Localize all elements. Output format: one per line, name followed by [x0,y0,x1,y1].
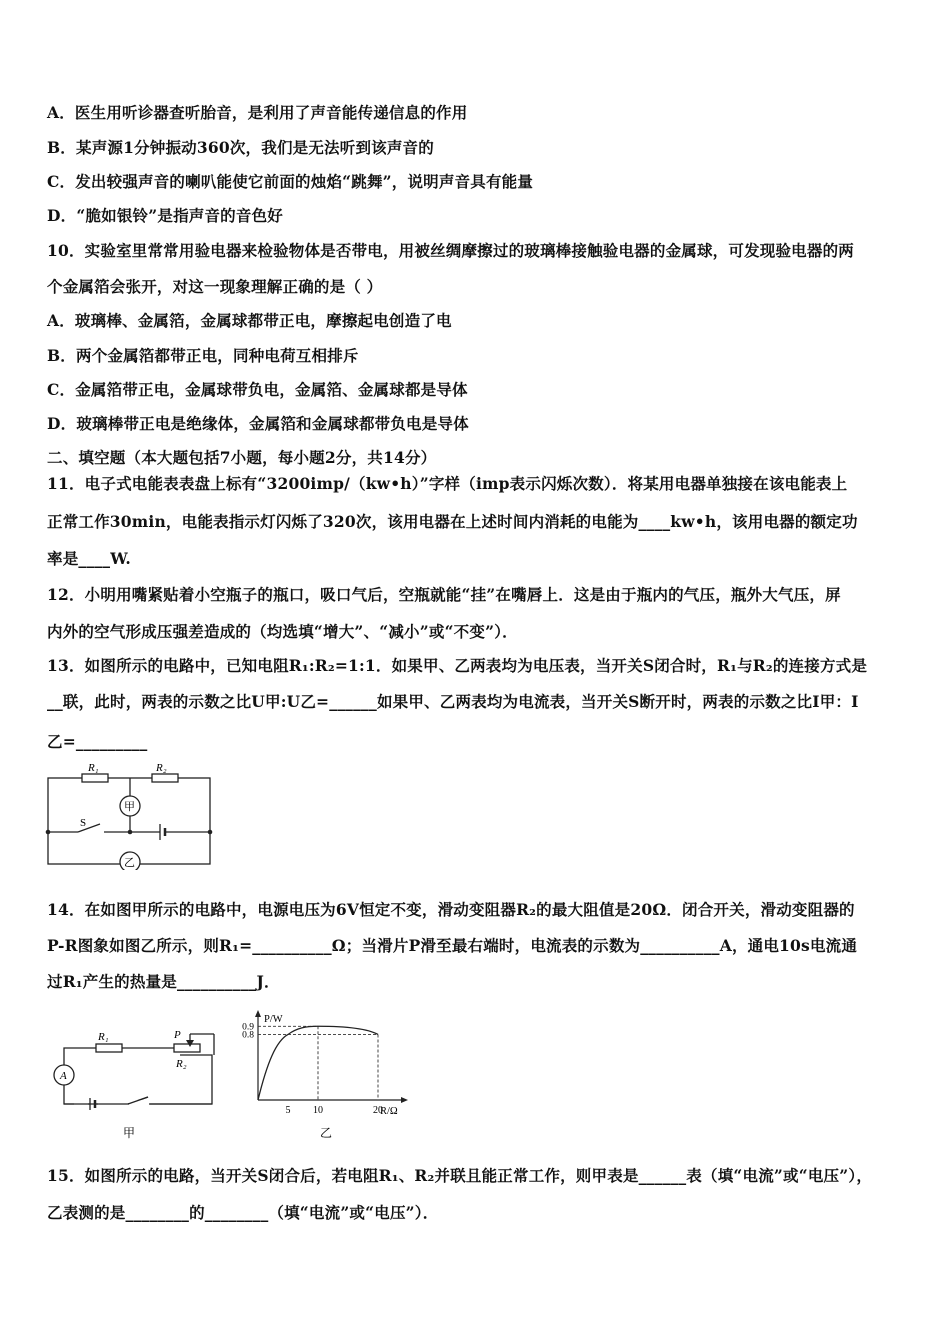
q13-line-2: __联，此时，两表的示数之比U甲:U乙=______如果甲、乙两表均为电流表，当开关S断开时，两表的示数之比I甲：I [47,692,859,711]
q9-option-c: C．发出较强声音的喇叭能使它前面的烛焰“跳舞”，说明声音具有能量 [47,172,534,191]
label-p: P [174,1029,181,1041]
x-tick-label: 20 [373,1105,383,1116]
label-s: S [80,817,87,829]
q13-line-3: 乙=_________ [47,732,148,751]
x-tick-label: 5 [285,1105,291,1116]
caption-jia: 甲 [123,1126,136,1140]
label-r1: R₁ [88,762,99,774]
q10-option-d: D．玻璃棒带正电是绝缘体，金属箔和金属球都带负电是导体 [47,414,469,433]
q11-line-2: 正常工作30min，电能表指示灯闪烁了320次，该用电器在上述时间内消耗的电能为____kw•h，该用电器的额定功 [47,512,858,531]
q14-line-2: P-R图象如图乙所示，则R₁=__________Ω；当滑片P滑至最右端时，电流表的示数为__________A，通电10s电流通 [47,936,858,955]
caption-yi: 乙 [320,1126,333,1140]
label-r2: R₂ [176,1058,187,1070]
q14-circuit-figure [50,1020,220,1145]
q11-line-3: 率是____W. [47,549,131,568]
q10-stem-1: 10．实验室里常常用验电器来检验物体是否带电，用被丝绸摩擦过的玻璃棒接触验电器的金属球，可发现验电器的两 [47,241,854,260]
y-tick-label: 0.9 [242,1022,254,1033]
x-tick-label: 10 [313,1105,323,1116]
q13-circuit-figure [40,758,220,870]
resistor-r1 [96,1044,122,1052]
q10-stem-2: 个金属箔会张开，对这一现象理解正确的是（ ） [47,277,383,296]
q12-line-1: 12．小明用嘴紧贴着小空瓶子的瓶口，吸口气后，空瓶就能“挂”在嘴唇上．这是由于瓶内的气压，瓶外大气压，屏 [47,585,841,604]
q11-line-1: 11．电子式电能表表盘上标有“3200imp/（kw•h）”字样（imp表示闪烁次数）．将某用电器单独接在该电能表上 [47,474,848,493]
q14-line-3: 过R₁产生的热量是__________J． [47,972,280,991]
q10-option-c: C．金属箔带正电，金属球带负电，金属箔、金属球都是导体 [47,380,468,399]
label-r1: R₁ [98,1031,109,1043]
label-r2: R₂ [156,762,167,774]
q9-option-a: A．医生用听诊器查听胎音，是利用了声音能传递信息的作用 [47,103,468,122]
section-heading: 二、填空题（本大题包括7小题，每小题2分，共14分） [47,448,437,467]
y-axis-label: P/W [264,1014,283,1025]
label-jia: 甲 [124,801,135,813]
label-yi: 乙 [124,857,135,869]
q9-option-d: D．“脆如银铃”是指声音的音色好 [47,206,283,225]
x-axis-label: R/Ω [380,1106,398,1117]
q13-line-1: 13．如图所示的电路中，已知电阻R₁:R₂=1:1．如果甲、乙两表均为电压表，当开关S闭合时，R₁与R₂的连接方式是 [47,656,868,675]
q15-line-2: 乙表测的是________的________（填“电流”或“电压”）． [47,1203,439,1222]
resistor-r2 [174,1044,200,1052]
q10-option-a: A．玻璃棒、金属箔，金属球都带正电，摩擦起电创造了电 [47,311,452,330]
q9-option-b: B．某声源1分钟振动360次，我们是无法听到该声音的 [47,138,434,157]
q14-pr-chart [228,1008,418,1140]
label-a: A [60,1070,67,1082]
y-tick-label: 0.8 [242,1030,254,1041]
q14-line-1: 14．在如图甲所示的电路中，电源电压为6V恒定不变，滑动变阻器R₂的最大阻值是20Ω．闭合开关，滑动变阻器的 [47,900,855,919]
q10-option-b: B．两个金属箔都带正电，同种电荷互相排斥 [47,346,359,365]
q15-line-1: 15．如图所示的电路，当开关S闭合后，若电阻R₁、R₂并联且能正常工作，则甲表是______表（填“电流”或“电压”）， [47,1166,873,1185]
q12-line-2: 内外的空气形成压强差造成的（均选填“增大”、“减小”或“不变”）． [47,622,518,641]
resistor-r2 [152,774,178,782]
resistor-r1 [82,774,108,782]
